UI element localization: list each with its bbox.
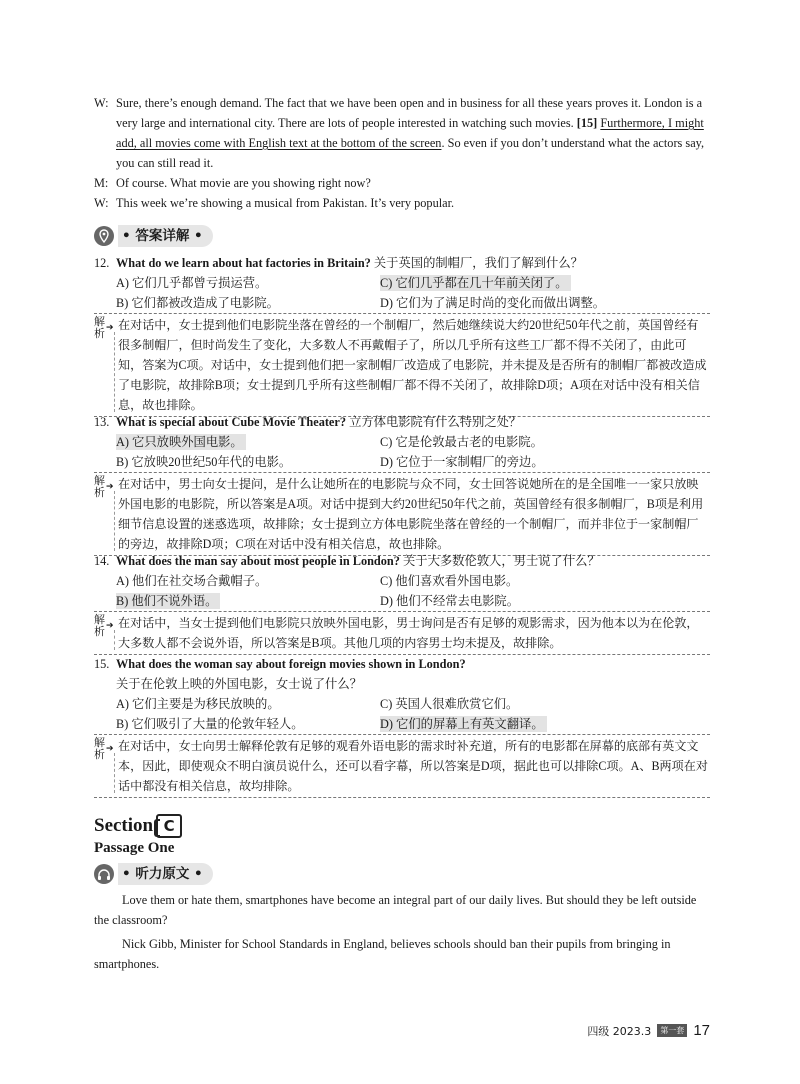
arrow-icon: ➔ bbox=[106, 621, 114, 631]
divider bbox=[114, 630, 115, 650]
question-cn: 关于英国的制帽厂，我们了解到什么？ bbox=[370, 256, 583, 270]
explanation-text: 在对话中，男士向女士提问，是什么让她所在的电影院与众不同，女士回答说她所在的是全国唯一一家只放映外国电影的电影院，所以答案是A项。对话中提到大约20世纪50年代之前，英国曾经有很多制帽厂，B项是利用细节信息设置的迷惑选项，故排除；女士提到立方体电影院坐落在曾经的一个制帽厂，而并非位于一家制帽厂的旁边，故排除D项；C项在对话中没有相关信息，故也排除。 bbox=[118, 477, 704, 551]
option-text: B) 它放映20世纪50年代的电影。 bbox=[116, 455, 292, 469]
question-15 bbox=[94, 654, 710, 798]
options bbox=[94, 571, 710, 611]
explanation-text: 在对话中，当女士提到他们电影院只放映外国电影，男士询问是否有足够的观影需求，因为他本以为在伦敦，大多数人都不会说外语，所以答案是B项。其他几项的内容男士均未提及，故排除。 bbox=[118, 616, 699, 650]
question-13 bbox=[94, 412, 710, 556]
option-text: A) 它只放映外国电影。 bbox=[116, 434, 246, 450]
question-number: 13. bbox=[94, 415, 110, 429]
option bbox=[380, 293, 710, 313]
question-cn: 立方体电影院有什么特别之处？ bbox=[346, 415, 522, 429]
option-text: C) 英国人很难欣赏它们。 bbox=[380, 697, 519, 711]
option bbox=[380, 432, 710, 452]
explanation-tag: 解析 bbox=[94, 315, 105, 340]
dialogue-line bbox=[94, 193, 710, 213]
option bbox=[116, 293, 380, 313]
speaker-label: W: bbox=[94, 196, 109, 210]
option-correct bbox=[380, 273, 710, 293]
headphones-icon bbox=[94, 864, 114, 884]
dialogue-text: Of course. What movie are you showing right now? bbox=[116, 176, 371, 190]
listening-header-label: • 听力原文 • bbox=[118, 863, 213, 885]
footer-set-tag: 第一套 bbox=[657, 1024, 687, 1037]
question-en: What does the man say about most people in London? bbox=[116, 554, 400, 568]
option-text: A) 它们几乎都曾亏损运营。 bbox=[116, 276, 268, 290]
options bbox=[94, 432, 710, 472]
question-number: 15. bbox=[94, 657, 110, 671]
question-marker: [15] bbox=[576, 116, 598, 130]
dialogue-line bbox=[94, 173, 710, 193]
dialogue-line bbox=[94, 93, 710, 173]
passage-paragraph: Nick Gibb, Minister for School Standards in England, believes schools should ban their pupils from bringing in smartphones. bbox=[94, 937, 671, 971]
arrow-icon: ➔ bbox=[106, 744, 114, 754]
option-text: D) 它们为了满足时尚的变化而做出调整。 bbox=[380, 296, 606, 310]
question-12 bbox=[94, 253, 710, 417]
option bbox=[380, 591, 710, 611]
question-en: What do we learn about hat factories in Britain? bbox=[116, 256, 371, 270]
question-cn: 关于在伦敦上映的外国电影，女士说了什么？ bbox=[116, 677, 362, 691]
section-title-text: Section bbox=[94, 815, 154, 836]
question-stem bbox=[94, 551, 710, 571]
question-stem bbox=[94, 412, 710, 432]
explanation-text: 在对话中，女士向男士解释伦敦有足够的观看外语电影的需求时补充道，所有的电影都在屏幕的底部有英文文本，因此，即使观众不明白演员说什么，还可以看字幕，所以答案是D项，据此也可以排除C项。A、B两项在对话中都没有相关信息，故均排除。 bbox=[118, 739, 708, 793]
options bbox=[94, 694, 710, 734]
explanation-tag: 解析 bbox=[94, 613, 105, 638]
page-footer bbox=[587, 1022, 710, 1039]
dialogue-text-part: Sure, there’s enough demand. The fact that we have been open and in business for all these years proves it. London is a very large and international city. There are lots of people interested in watching such movies. bbox=[116, 96, 703, 130]
dialogue-text: This week we’re showing a musical from Pakistan. It’s very popular. bbox=[116, 196, 455, 210]
explanation-text: 在对话中，女士提到他们电影院坐落在曾经的一个制帽厂，然后她继续说大约20世纪50年代之前，英国曾经有很多制帽厂，但时尚发生了变化，大多数人不再戴帽子了，所以几乎所有这些工厂都不得不关闭了，由此可知，答案为C项。对话中，女士提到他们把一家制帽厂改造成了电影院，并未提及是否所有的制帽厂都被改造成了电影院，故排除B项；女士提到几乎所有这些制帽厂都不得不关闭了，故排除D项；A项在对话中没有相关信息，故也排除。 bbox=[118, 318, 707, 412]
option bbox=[116, 714, 380, 734]
section-title bbox=[94, 814, 182, 838]
option bbox=[380, 694, 710, 714]
question-en: What is special about Cube Movie Theater? bbox=[116, 415, 346, 429]
dialogue-text-part: . So even if you don’t understand what the actors say, you can still read it. bbox=[116, 136, 705, 170]
option bbox=[116, 452, 380, 472]
underlined-key-sentence: Furthermore, I might add, all movies come with English text at the bottom of the screen bbox=[116, 116, 704, 150]
answers-header bbox=[94, 225, 213, 247]
question-cn: 关于大多数伦敦人，男士说了什么？ bbox=[399, 554, 600, 568]
option-text: A) 他们在社交场合戴帽子。 bbox=[116, 574, 268, 588]
question-number: 12. bbox=[94, 256, 110, 270]
page-number: 17 bbox=[693, 1022, 710, 1039]
option bbox=[116, 273, 380, 293]
option-correct bbox=[380, 714, 710, 734]
option-text: C) 他们喜欢看外国电影。 bbox=[380, 574, 519, 588]
footer-issue: 四级 2023.3 bbox=[587, 1024, 652, 1038]
option-text: C) 它们几乎都在几十年前关闭了。 bbox=[380, 275, 571, 291]
divider bbox=[114, 491, 115, 551]
option bbox=[380, 452, 710, 472]
option bbox=[116, 694, 380, 714]
question-stem bbox=[94, 253, 710, 273]
location-pin-icon bbox=[94, 226, 114, 246]
option-text: D) 它们的屏幕上有英文翻译。 bbox=[380, 716, 547, 732]
passage-paragraph: Love them or hate them, smartphones have become an integral part of our daily lives. But should they be left outside the classroom? bbox=[94, 893, 697, 927]
arrow-icon: ➔ bbox=[106, 323, 114, 333]
explanation bbox=[94, 611, 710, 655]
section-letter-badge bbox=[156, 814, 182, 838]
question-en: What does the woman say about foreign movies shown in London? bbox=[116, 657, 466, 671]
divider bbox=[114, 753, 115, 793]
answers-header-label: • 答案详解 • bbox=[118, 225, 213, 247]
explanation bbox=[94, 313, 710, 417]
explanation bbox=[94, 734, 710, 798]
question-stem bbox=[94, 654, 710, 674]
passage-transcript bbox=[94, 890, 710, 978]
option-correct bbox=[116, 591, 380, 611]
option-text: B) 他们不说外语。 bbox=[116, 593, 220, 609]
option bbox=[380, 571, 710, 591]
option-text: C) 它是伦敦最古老的电影院。 bbox=[380, 435, 543, 449]
explanation-tag: 解析 bbox=[94, 474, 105, 499]
explanation-tag: 解析 bbox=[94, 736, 105, 761]
option-correct bbox=[116, 432, 380, 452]
option bbox=[116, 571, 380, 591]
option-text: B) 它们都被改造成了电影院。 bbox=[116, 296, 279, 310]
options bbox=[94, 273, 710, 313]
passage-title: Passage One bbox=[94, 840, 175, 856]
question-14 bbox=[94, 551, 710, 655]
listening-header bbox=[94, 863, 213, 885]
divider bbox=[114, 332, 115, 412]
speaker-label: W: bbox=[94, 96, 109, 110]
question-number: 14. bbox=[94, 554, 110, 568]
section-letter: C bbox=[163, 817, 175, 835]
dialogue-text bbox=[116, 93, 710, 173]
arrow-icon: ➔ bbox=[106, 482, 114, 492]
option-text: D) 他们不经常去电影院。 bbox=[380, 594, 520, 608]
dialogue-transcript bbox=[94, 93, 710, 213]
option-text: A) 它们主要是为移民放映的。 bbox=[116, 697, 280, 711]
speaker-label: M: bbox=[94, 176, 109, 190]
explanation bbox=[94, 472, 710, 556]
option-text: D) 它位于一家制帽厂的旁边。 bbox=[380, 455, 544, 469]
option-text: B) 它们吸引了大量的伦敦年轻人。 bbox=[116, 717, 304, 731]
